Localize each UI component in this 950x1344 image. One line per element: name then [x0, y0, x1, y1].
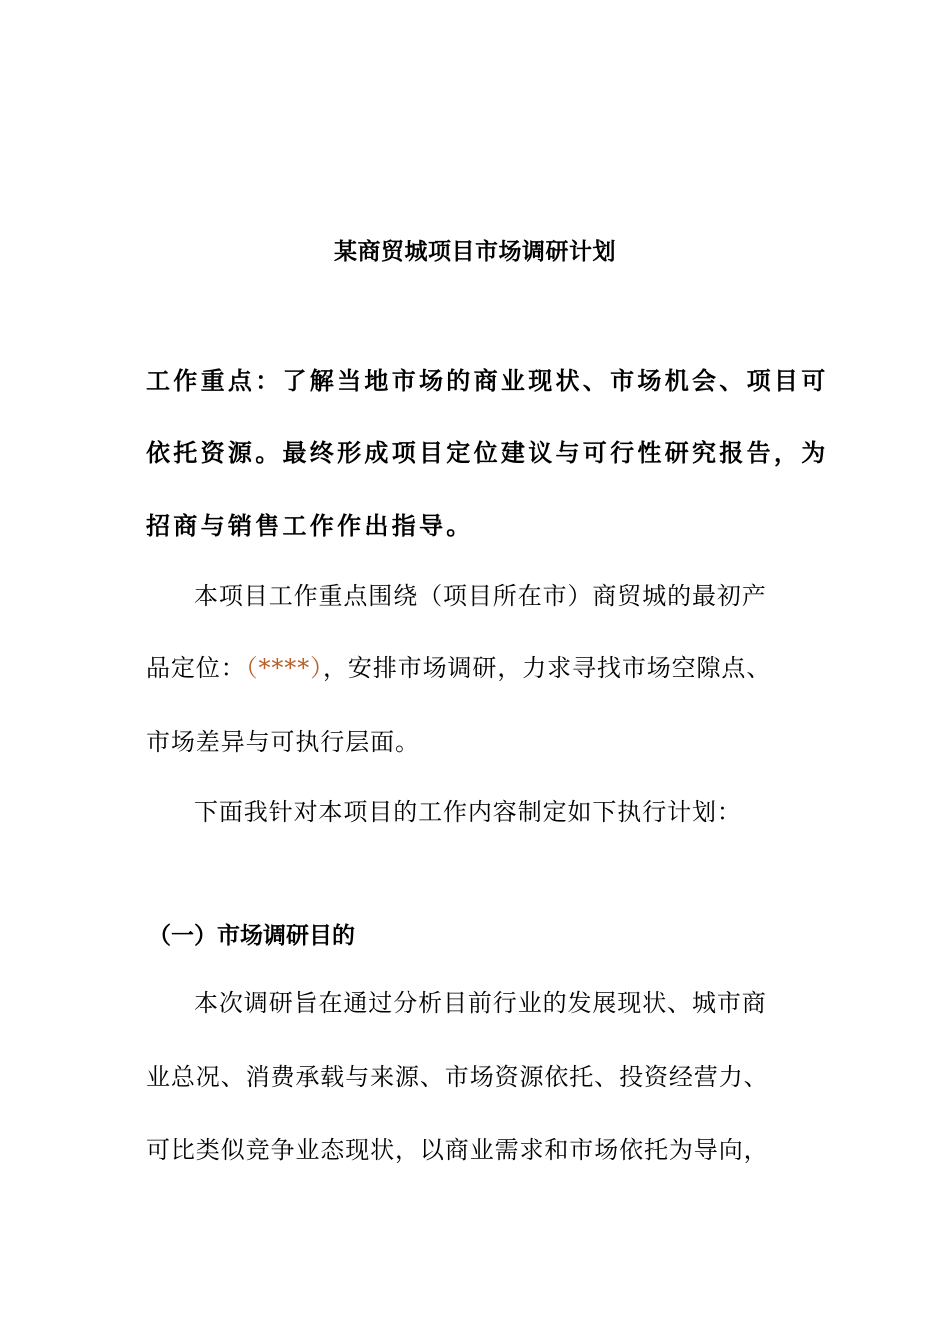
intro-line-2	[146, 653, 771, 683]
intro-line-2-start: 品定位：	[146, 654, 246, 682]
intro-line-1: 本项目工作重点围绕（项目所在市）商贸城的最初产	[194, 582, 767, 610]
focus-line-2: 依托资源。最终形成项目定位建议与可行性研究报告，为	[146, 438, 829, 467]
section-1-line-2: 业总况、消费承载与来源、市场资源依托、投资经营力、	[146, 1063, 769, 1091]
section-1-line-3: 可比类似竞争业态现状，以商业需求和市场依托为导向，	[146, 1136, 769, 1164]
section-1-line-1: 本次调研旨在通过分析目前行业的发展现状、城市商	[194, 989, 767, 1017]
focus-line-1: 工作重点：了解当地市场的商业现状、市场机会、项目可	[146, 366, 829, 395]
intro-line-2-end: ，安排市场调研，力求寻找市场空隙点、	[323, 654, 772, 682]
intro-placeholder-highlight: （****）	[245, 654, 324, 682]
focus-line-3: 招商与销售工作作出指导。	[146, 511, 474, 540]
document-title: 某商贸城项目市场调研计划	[334, 238, 616, 265]
intro-line-3: 市场差异与可执行层面。	[146, 728, 420, 756]
section-1-heading: （一）市场调研目的	[148, 923, 355, 949]
plan-intro: 下面我针对本项目的工作内容制定如下执行计划：	[194, 798, 742, 826]
